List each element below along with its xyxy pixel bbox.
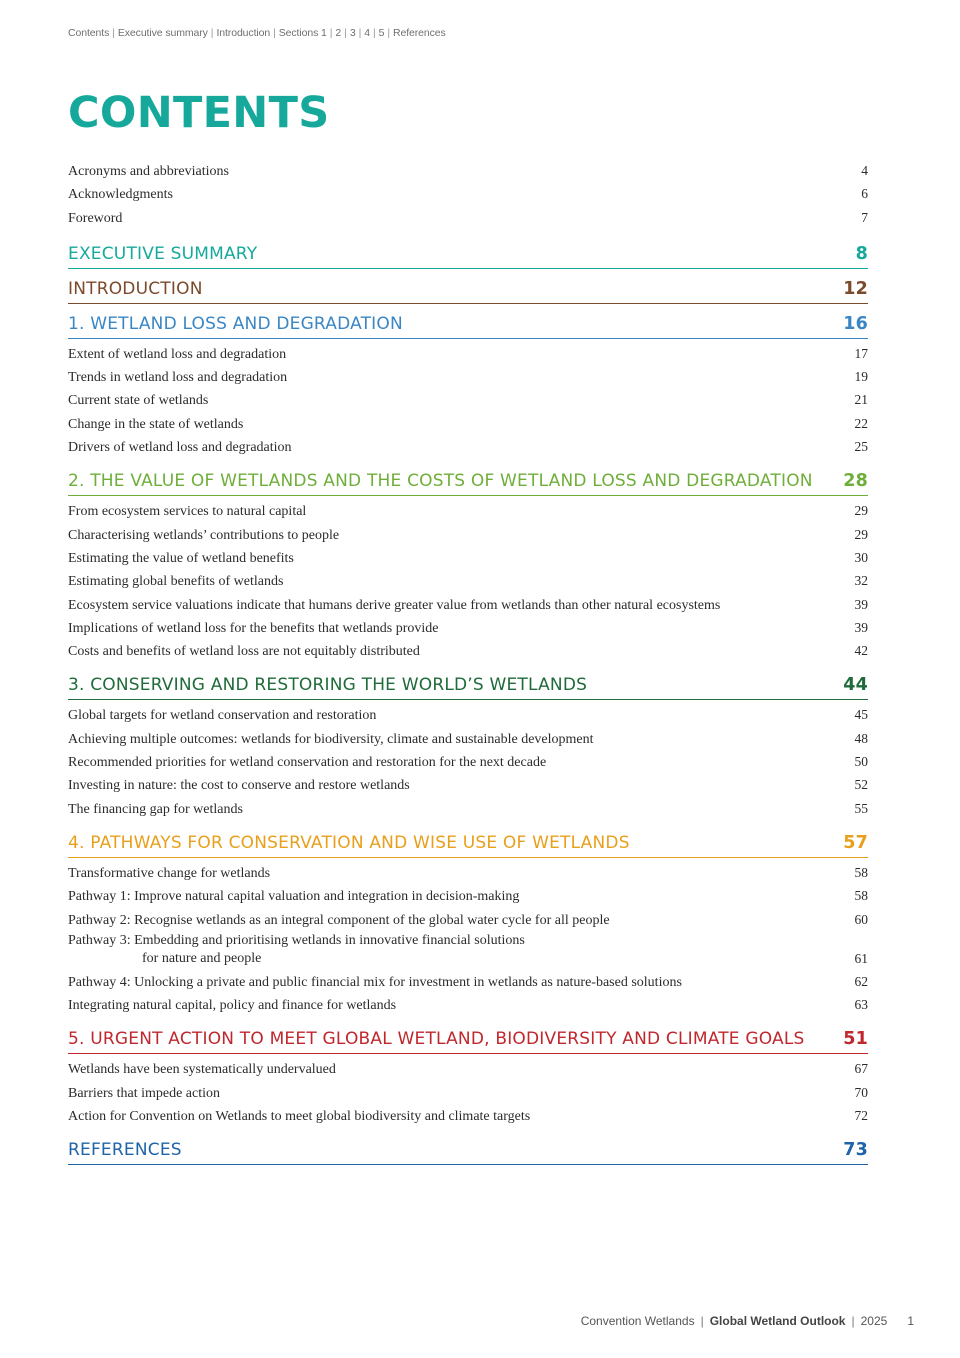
toc-section-heading[interactable]	[68, 279, 868, 304]
toc-entry-front-matter[interactable]	[68, 160, 868, 183]
toc-entry-front-matter[interactable]	[68, 207, 868, 230]
toc-entry-page: 19	[854, 369, 868, 385]
toc-section-title: 1. WETLAND LOSS AND DEGRADATION	[68, 313, 403, 334]
toc-entry[interactable]	[68, 436, 868, 459]
toc-section-page: 51	[843, 1029, 868, 1050]
toc-section-page: 73	[843, 1140, 868, 1161]
toc-entry[interactable]	[68, 1082, 868, 1105]
toc-entry-label	[68, 501, 306, 523]
toc-entry-label-line: Pathway 4: Unlocking a private and public financial mix for investment in wetlands as nature-based solutions	[68, 974, 682, 990]
toc-entry[interactable]	[68, 1105, 868, 1128]
toc-entry-label-line: Global targets for wetland conservation and restoration	[68, 708, 377, 724]
nav-link-contents[interactable]: Contents	[68, 27, 110, 39]
toc-section-heading[interactable]	[68, 675, 868, 700]
toc-entry-label	[68, 972, 682, 994]
toc-section-page: 57	[843, 832, 868, 853]
toc-section-heading[interactable]	[68, 1140, 868, 1165]
toc-entry-label-line: Current state of wetlands	[68, 393, 209, 409]
toc-section-title: 3. CONSERVING AND RESTORING THE WORLD’S WETLANDS	[68, 675, 588, 696]
page-title: CONTENTS	[68, 88, 330, 138]
toc-section-heading[interactable]	[68, 244, 868, 269]
toc-section-page: 8	[855, 243, 868, 264]
footer-year: 2025	[860, 1314, 888, 1328]
toc-section-page: 44	[843, 675, 868, 696]
toc-entry-label-line: Transformative change for wetlands	[68, 865, 271, 881]
toc-entry-label-line: Estimating the value of wetland benefits	[68, 550, 294, 566]
toc-entry-label	[68, 1083, 220, 1105]
toc-entry-label	[68, 595, 720, 617]
toc-entry-label: Acronyms and abbreviations	[68, 164, 229, 179]
toc-entry-label-line: Implications of wetland loss for the benefits that wetlands provide	[68, 620, 439, 636]
toc-entry-page: 72	[854, 1108, 868, 1124]
toc-entry[interactable]	[68, 524, 868, 547]
toc-entry-label-line: Ecosystem service valuations indicate that humans derive greater value from wetlands than other natural ecosystems	[68, 597, 721, 613]
toc-entry[interactable]	[68, 640, 868, 663]
toc-entry-page: 25	[854, 439, 868, 455]
footer-page-number: 1	[907, 1314, 914, 1328]
toc-entry-label	[68, 437, 292, 459]
toc-entry-page: 58	[854, 864, 868, 880]
toc-entry-label	[68, 571, 283, 593]
toc-entry-page: 62	[854, 973, 868, 989]
toc-entry-page: 39	[854, 619, 868, 635]
toc-entry-label	[68, 910, 610, 932]
toc-entry-page: 21	[854, 392, 868, 408]
toc-section-page: 28	[843, 471, 868, 492]
toc-entry-label	[68, 525, 339, 547]
toc-entry[interactable]	[68, 751, 868, 774]
toc-entry-label-line: Integrating natural capital, policy and finance for wetlands	[68, 998, 397, 1014]
toc-entry-label	[68, 886, 519, 908]
toc-entry-page: 55	[854, 800, 868, 816]
footer-org: Convention Wetlands	[580, 1314, 695, 1328]
toc-entry-label	[68, 863, 270, 885]
toc-entry-page: 50	[854, 754, 868, 770]
toc-entry[interactable]	[68, 343, 868, 366]
toc-entry[interactable]	[68, 594, 868, 617]
toc-entry[interactable]	[68, 617, 868, 640]
toc-entry[interactable]	[68, 971, 868, 994]
toc-entry-page: 4	[861, 163, 868, 178]
toc-entry-label-line: Characterising wetlands’ contributions to people	[68, 527, 340, 543]
toc-entry-front-matter[interactable]	[68, 183, 868, 206]
toc-entry[interactable]	[68, 932, 868, 968]
toc-entry-label-line: Extent of wetland loss and degradation	[68, 346, 287, 362]
toc-entry-label	[68, 641, 420, 663]
toc-section-title: EXECUTIVE SUMMARY	[68, 243, 258, 264]
toc-entry-label: Foreword	[68, 210, 123, 226]
toc-entry-label	[68, 995, 396, 1017]
toc-entry[interactable]	[68, 704, 868, 727]
toc-entry-label-line: Drivers of wetland loss and degradation	[68, 440, 292, 456]
toc-entry-page: 52	[854, 777, 868, 793]
toc-entry[interactable]	[68, 570, 868, 593]
toc-section-title: 2. THE VALUE OF WETLANDS AND THE COSTS OF WETLAND LOSS AND DEGRADATION	[68, 471, 813, 492]
toc-entry-label	[68, 932, 525, 968]
toc-entry-page: 22	[854, 415, 868, 431]
toc-entry-label	[68, 729, 594, 751]
footer-publication: Global Wetland Outlook	[709, 1314, 846, 1328]
toc-entry-page: 17	[854, 345, 868, 361]
toc-entry[interactable]	[68, 774, 868, 797]
toc-entry[interactable]	[68, 994, 868, 1017]
toc-entry[interactable]	[68, 547, 868, 570]
toc-section-heading[interactable]	[68, 1029, 868, 1054]
toc-entry[interactable]	[68, 798, 868, 821]
toc-entry-label-line: Costs and benefits of wetland loss are not equitably distributed	[68, 644, 420, 660]
toc-entry-label-line: Action for Convention on Wetlands to meet global biodiversity and climate targets	[68, 1109, 531, 1125]
toc-entry[interactable]	[68, 885, 868, 908]
toc-entry-label	[68, 548, 294, 570]
toc-entry-label	[68, 618, 439, 640]
nav-link-section-1[interactable]: Sections 1	[278, 27, 327, 39]
toc-section-heading[interactable]	[68, 833, 868, 858]
toc-entry-label	[68, 705, 376, 727]
nav-link-executive-summary[interactable]: Executive summary	[117, 27, 208, 39]
toc-entry[interactable]	[68, 389, 868, 412]
toc-entry-label-line: Pathway 3: Embedding and prioritising wetlands in innovative financial solutions	[68, 932, 525, 948]
nav-link-introduction[interactable]: Introduction	[216, 27, 271, 39]
toc-entry-page: 42	[854, 643, 868, 659]
toc-entry[interactable]	[68, 909, 868, 932]
toc-entry-page: 58	[854, 888, 868, 904]
toc-entry-label-line: Trends in wetland loss and degradation	[68, 370, 288, 386]
toc-entry-label-line: Change in the state of wetlands	[68, 416, 244, 432]
toc-entry[interactable]	[68, 366, 868, 389]
toc-entry-label	[68, 1106, 530, 1128]
toc-entry-page: 30	[854, 549, 868, 565]
toc-entry-page: 67	[854, 1061, 868, 1077]
toc-section-title: 4. PATHWAYS FOR CONSERVATION AND WISE USE OF WETLANDS	[68, 832, 630, 853]
toc-section-title: REFERENCES	[68, 1140, 182, 1161]
toc-entry-label-line: From ecosystem services to natural capital	[68, 504, 307, 520]
toc-section-heading[interactable]	[68, 471, 868, 496]
toc-entry-label-line: Wetlands have been systematically undervalued	[68, 1062, 336, 1078]
nav-link-section-5[interactable]: 5	[378, 27, 385, 39]
toc-entry-label-line: Pathway 1: Improve natural capital valuation and integration in decision-making	[68, 889, 520, 905]
toc-entry-page: 60	[854, 911, 868, 927]
toc-entry[interactable]	[68, 500, 868, 523]
page-footer: Convention Wetlands | Global Wetland Outlook | 2025 1	[580, 1314, 914, 1328]
toc-entry-page: 63	[854, 997, 868, 1013]
toc-entry-page: 45	[854, 707, 868, 723]
toc-entry-label-line: for nature and people	[142, 950, 262, 966]
toc-entry-page: 29	[854, 503, 868, 519]
toc-entry-page: 61	[854, 950, 868, 966]
toc-entry[interactable]	[68, 862, 868, 885]
nav-link-section-3[interactable]: 3	[349, 27, 356, 39]
toc-entry[interactable]	[68, 1058, 868, 1081]
toc-entry-page: 70	[854, 1084, 868, 1100]
toc-entry-label-line: Estimating global benefits of wetlands	[68, 574, 284, 590]
toc-entry-label	[68, 1059, 336, 1081]
top-navigation: Contents | Executive summary | Introduction | Sections 1 | 2 | 3 | 4 | 5 | References	[68, 27, 446, 39]
toc-entry-page: 6	[861, 186, 868, 202]
toc-section-heading[interactable]	[68, 314, 868, 339]
toc-entry-label	[68, 344, 286, 366]
toc-entry-label	[68, 414, 243, 436]
toc-entry-label	[68, 799, 243, 821]
toc-entry-page: 39	[854, 596, 868, 612]
toc-entry[interactable]	[68, 728, 868, 751]
toc-entry-label-line: Pathway 2: Recognise wetlands as an integral component of the global water cycle for all people	[68, 912, 610, 928]
toc-entry-page: 32	[854, 573, 868, 589]
toc-entry[interactable]	[68, 413, 868, 436]
toc-entry-label-line: The financing gap for wetlands	[68, 801, 243, 817]
toc-entry-label-line: Recommended priorities for wetland conservation and restoration for the next decade	[68, 755, 547, 771]
toc-entry-label	[68, 367, 287, 389]
toc-entry-label	[68, 775, 410, 797]
nav-link-section-4[interactable]: 4	[364, 27, 370, 39]
toc-entry-label	[68, 752, 546, 774]
toc-section-title: 5. URGENT ACTION TO MEET GLOBAL WETLAND, BIODIVERSITY AND CLIMATE GOALS	[68, 1029, 805, 1050]
toc-section-title: INTRODUCTION	[68, 278, 203, 299]
toc-entry-label-line: Achieving multiple outcomes: wetlands for biodiversity, climate and sustainable development	[68, 731, 594, 747]
table-of-contents	[68, 160, 868, 1169]
toc-entry-label	[68, 390, 208, 412]
nav-link-references[interactable]: References	[392, 27, 446, 39]
toc-entry-page: 48	[854, 730, 868, 746]
toc-entry-label-line: Investing in nature: the cost to conserve and restore wetlands	[68, 778, 410, 794]
toc-section-page: 16	[843, 313, 868, 334]
toc-entry-page: 7	[861, 209, 868, 225]
toc-entry-label-line: Barriers that impede action	[68, 1085, 220, 1101]
toc-section-page: 12	[843, 278, 868, 299]
nav-link-section-2[interactable]: 2	[335, 27, 342, 39]
toc-entry-label: Acknowledgments	[68, 187, 173, 203]
toc-entry-page: 29	[854, 526, 868, 542]
